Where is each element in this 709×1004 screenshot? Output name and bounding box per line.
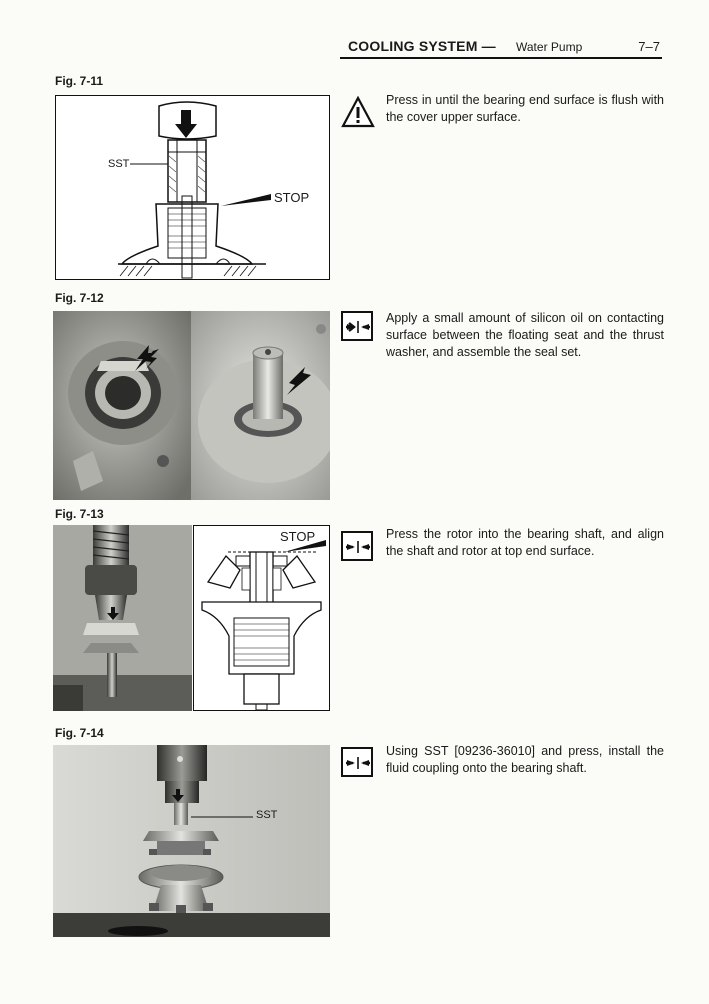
stop-callout: STOP — [274, 190, 310, 205]
fig-7-11-label: Fig. 7-11 — [55, 74, 104, 88]
sst-callout: SST — [108, 158, 130, 170]
subsection-title: Water Pump — [516, 40, 583, 54]
press-fit-icon — [341, 311, 373, 341]
fig-7-12-instruction: Apply a small amount of silicon oil on contacting surface between the floating seat and the thrust washer, and assemble the seal set. — [386, 311, 664, 359]
fig-7-13-diagram — [193, 525, 330, 711]
fig-7-12-photo — [53, 311, 330, 500]
page-header — [340, 36, 660, 58]
fig-7-13-photo — [53, 525, 192, 711]
fig-7-14-label: Fig. 7-14 — [55, 726, 104, 740]
press-fit-icon — [341, 747, 373, 777]
section-title: COOLING SYSTEM — — [348, 38, 496, 54]
fig-7-14-photo — [53, 745, 330, 937]
fig-7-11-instruction: Press in until the bearing end surface is flush with the cover upper surface. — [386, 93, 664, 124]
header-rule — [340, 57, 662, 59]
fig-7-11-diagram — [55, 95, 330, 280]
sst-callout: SST — [256, 809, 278, 821]
fig-7-13-instruction: Press the rotor into the bearing shaft, and align the shaft and rotor at top end surface. — [386, 527, 664, 558]
stop-callout: STOP — [280, 529, 316, 544]
fig-7-14-instruction: Using SST [09236-36010] and press, install the fluid coupling onto the bearing shaft. — [386, 744, 664, 775]
page-number: 7–7 — [638, 39, 660, 54]
fig-7-12-label: Fig. 7-12 — [55, 291, 104, 305]
caution-triangle-icon — [341, 96, 375, 133]
press-fit-icon — [341, 531, 373, 561]
fig-7-13-label: Fig. 7-13 — [55, 507, 104, 521]
